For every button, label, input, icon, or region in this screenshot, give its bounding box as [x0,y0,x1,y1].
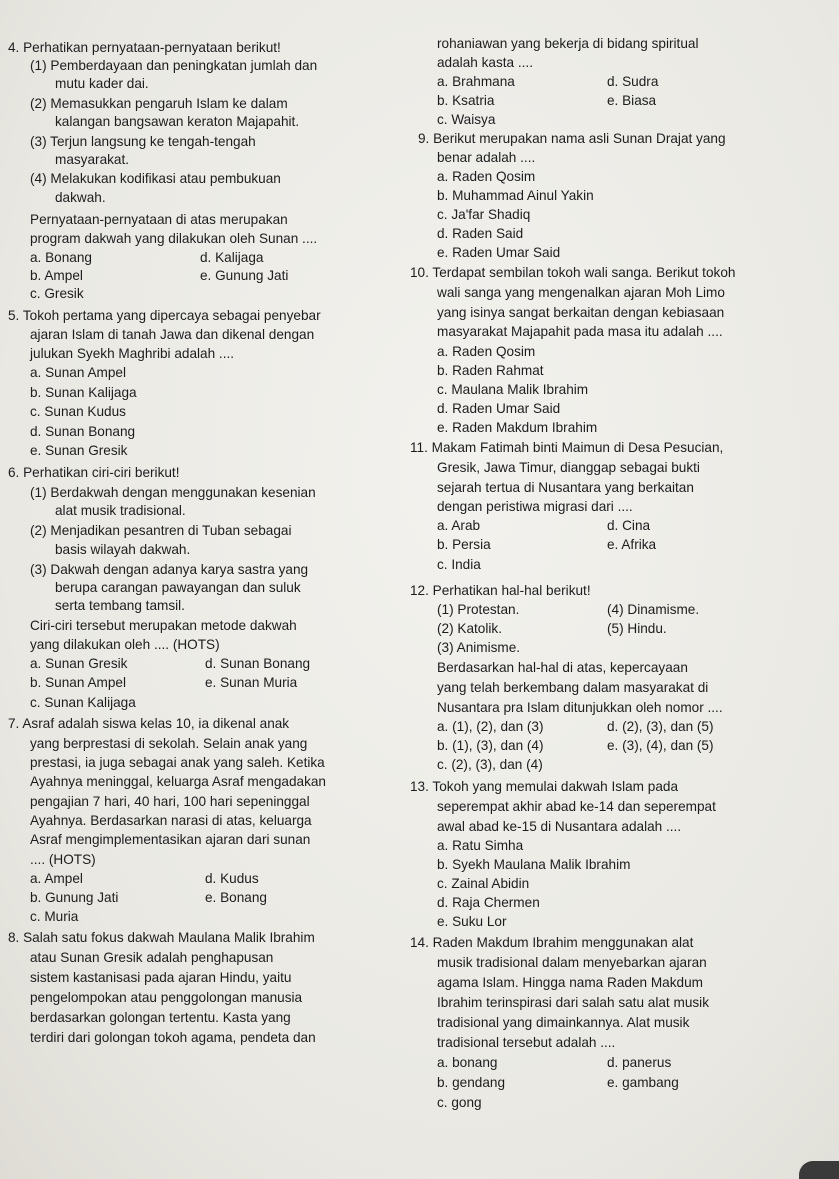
q13-opt-e: e. Suku Lor [437,914,507,929]
q14-opt-b: b. gendang [437,1075,506,1090]
q12-p2: yang telah berkembang dalam masyarakat di [437,680,709,695]
q12-opt-d: d. (2), (3), dan (5) [607,719,714,734]
q7-opt-c: c. Muria [30,909,79,924]
q7-l5: pengajian 7 hari, 40 hari, 100 hari sepeninggal [30,794,310,809]
q7-opt-e: e. Bonang [205,890,267,905]
q5-l2: ajaran Islam di tanah Jawa dan dikenal dengan [30,327,315,342]
q8-l4: pengelompokan atau penggolongan manusia [30,990,303,1005]
q12-head: 12. Perhatikan hal-hal berikut! [410,583,591,598]
q11-l3: sejarah tertua di Nusantara yang berkaitan [437,480,694,495]
q5-opt-c: c. Sunan Kudus [30,404,126,419]
q5-l3: julukan Syekh Maghribi adalah .... [30,346,235,361]
q12-s5: (5) Hindu. [607,621,667,636]
q8-l3: sistem kastanisasi pada ajaran Hindu, yaitu [30,970,292,985]
q14-l5: tradisional yang dimainkannya. Alat musik [437,1015,690,1030]
q6-s3c: serta tembang tamsil. [55,598,185,613]
q6-s3a: (3) Dakwah dengan adanya karya sastra yang [30,562,309,577]
q8-opt-c: c. Waisya [437,112,496,127]
q9-opt-b: b. Muhammad Ainul Yakin [437,188,594,203]
q7-opt-d: d. Kudus [205,871,259,886]
q4-s1b: mutu kader dai. [55,76,149,91]
q14-opt-e: e. gambang [607,1075,679,1090]
q6-s1b: alat musik tradisional. [55,503,186,518]
q14-opt-c: c. gong [437,1095,482,1110]
q4-head: 4. Perhatikan pernyataan-pernyataan berikut! [8,40,281,55]
q11-opt-b: b. Persia [437,537,491,552]
q8-l5: berdasarkan golongan tertentu. Kasta yang [30,1010,291,1025]
q5-opt-a: a. Sunan Ampel [30,365,126,380]
q11-opt-d: d. Cina [607,518,651,533]
q11-l2: Gresik, Jawa Timur, dianggap sebagai bukti [437,460,700,475]
q8-opt-e: e. Biasa [607,93,657,108]
q8-opt-a: a. Brahmana [437,74,515,89]
q14-l2: musik tradisional dalam menyebarkan ajaran [437,955,707,970]
q7-l7: Asraf mengimplementasikan ajaran dari sunan [30,832,311,847]
q11-l4: dengan peristiwa migrasi dari .... [437,499,633,514]
q13-l1: 13. Tokoh yang memulai dakwah Islam pada [410,779,679,794]
q10-opt-d: d. Raden Umar Said [437,401,561,416]
q12-p3: Nusantara pra Islam ditunjukkan oleh nomor .... [437,700,723,715]
q14-opt-a: a. bonang [437,1055,498,1070]
q8-l1: 8. Salah satu fokus dakwah Maulana Malik Ibrahim [8,930,315,945]
q8-opt-d: d. Sudra [607,74,659,89]
q6-s3b: berupa carangan pawayangan dan suluk [55,580,301,595]
q11-opt-e: e. Afrika [607,537,657,552]
q8-l6: terdiri dari golongan tokoh agama, pendeta dan [30,1030,316,1045]
q7-opt-b: b. Gunung Jati [30,890,119,905]
q4-opt-b: b. Ampel [30,268,83,283]
q9-l1: 9. Berikut merupakan nama asli Sunan Drajat yang [418,131,726,146]
q7-l3: prestasi, ia juga sebagai anak yang saleh. Ketika [30,755,325,770]
q7-opt-a: a. Ampel [30,871,83,886]
q5-l1: 5. Tokoh pertama yang dipercaya sebagai penyebar [8,308,321,323]
q4-s1a: (1) Pemberdayaan dan peningkatan jumlah dan [30,58,318,73]
q12-p1: Berdasarkan hal-hal di atas, kepercayaan [437,660,688,675]
q14-l4: Ibrahim terinspirasi dari salah satu alat musik [437,995,709,1010]
q6-s2a: (2) Menjadikan pesantren di Tuban sebagai [30,523,292,538]
q10-opt-c: c. Maulana Malik Ibrahim [437,382,589,397]
q12-s4: (4) Dinamisme. [607,602,700,617]
q14-l1: 14. Raden Makdum Ibrahim menggunakan alat [410,935,694,950]
q11-opt-a: a. Arab [437,518,481,533]
q14-opt-d: d. panerus [607,1055,672,1070]
q14-l6: tradisional tersebut adalah .... [437,1035,616,1050]
q6-s2b: basis wilayah dakwah. [55,542,191,557]
q12-opt-b: b. (1), (3), dan (4) [437,738,544,753]
q10-opt-a: a. Raden Qosim [437,344,536,359]
q7-l2: yang berprestasi di sekolah. Selain anak yang [30,736,308,751]
q6-p2: yang dilakukan oleh .... (HOTS) [30,637,220,652]
q4-opt-a: a. Bonang [30,250,92,265]
q7-l8: .... (HOTS) [30,852,96,867]
q4-p1: Pernyataan-pernyataan di atas merupakan [30,212,288,227]
q7-l4: Ayahnya meninggal, keluarga Asraf mengadakan [30,774,326,789]
q4-s3a: (3) Terjun langsung ke tengah-tengah [30,134,256,149]
q4-s2b: kalangan bangsawan keraton Majapahit. [55,114,300,129]
q4-s3b: masyarakat. [55,152,130,167]
q4-opt-c: c. Gresik [30,286,84,301]
q9-opt-d: d. Raden Said [437,226,524,241]
q7-l1: 7. Asraf adalah siswa kelas 10, ia dikenal anak [8,716,290,731]
q10-l1: 10. Terdapat sembilan tokoh wali sanga. Berikut tokoh [410,265,736,280]
q4-p2: program dakwah yang dilakukan oleh Sunan .... [30,231,318,246]
q6-opt-e: e. Sunan Muria [205,675,298,690]
q10-opt-e: e. Raden Makdum Ibrahim [437,420,598,435]
q12-s1: (1) Protestan. [437,602,520,617]
q13-l2: seperempat akhir abad ke-14 dan seperempat [437,799,716,814]
q8-opt-b: b. Ksatria [437,93,495,108]
q13-opt-d: d. Raja Chermen [437,895,540,910]
q10-l4: masyarakat Majapahit pada masa itu adalah .... [437,324,723,339]
q13-opt-c: c. Zainal Abidin [437,876,530,891]
q13-opt-b: b. Syekh Maulana Malik Ibrahim [437,857,631,872]
q12-s3: (3) Animisme. [437,640,521,655]
q4-s2a: (2) Memasukkan pengaruh Islam ke dalam [30,96,288,111]
q8-cont-l2: adalah kasta .... [437,55,533,70]
q6-opt-d: d. Sunan Bonang [205,656,311,671]
q5-opt-b: b. Sunan Kalijaga [30,385,137,400]
q12-opt-a: a. (1), (2), dan (3) [437,719,544,734]
q7-l6: Ayahnya. Berdasarkan narasi di atas, keluarga [30,813,312,828]
q5-opt-d: d. Sunan Bonang [30,424,136,439]
q12-opt-c: c. (2), (3), dan (4) [437,757,543,772]
q4-opt-e: e. Gunung Jati [200,268,289,283]
q10-l2: wali sanga yang mengenalkan ajaran Moh Limo [437,285,725,300]
q9-opt-c: c. Ja'far Shadiq [437,207,531,222]
q9-opt-a: a. Raden Qosim [437,169,536,184]
q6-s1a: (1) Berdakwah dengan menggunakan kesenian [30,485,316,500]
q13-opt-a: a. Ratu Simha [437,838,524,853]
q5-opt-e: e. Sunan Gresik [30,443,128,458]
q4-s4a: (4) Melakukan kodifikasi atau pembukuan [30,171,281,186]
photo-corner-shadow [799,1161,839,1179]
q12-opt-e: e. (3), (4), dan (5) [607,738,714,753]
q9-l2: benar adalah .... [437,150,536,165]
q6-opt-b: b. Sunan Ampel [30,675,126,690]
q6-head: 6. Perhatikan ciri-ciri berikut! [8,465,180,480]
q10-opt-b: b. Raden Rahmat [437,363,544,378]
q4-opt-d: d. Kalijaga [200,250,264,265]
q9-opt-e: e. Raden Umar Said [437,245,561,260]
q12-s2: (2) Katolik. [437,621,502,636]
q8-cont-l1: rohaniawan yang bekerja di bidang spiritual [437,36,699,51]
q6-opt-a: a. Sunan Gresik [30,656,128,671]
q14-l3: agama Islam. Hingga nama Raden Makdum [437,975,703,990]
q10-l3: yang isinya sangat berkaitan dengan kebiasaan [437,305,725,320]
q4-s4b: dakwah. [55,190,106,205]
q13-l3: awal abad ke-15 di Nusantara adalah .... [437,819,682,834]
q8-l2: atau Sunan Gresik adalah penghapusan [30,950,274,965]
q11-opt-c: c. India [437,557,481,572]
q11-l1: 11. Makam Fatimah binti Maimun di Desa Pesucian, [410,440,724,455]
q6-opt-c: c. Sunan Kalijaga [30,695,136,710]
q6-p1: Ciri-ciri tersebut merupakan metode dakwah [30,618,297,633]
